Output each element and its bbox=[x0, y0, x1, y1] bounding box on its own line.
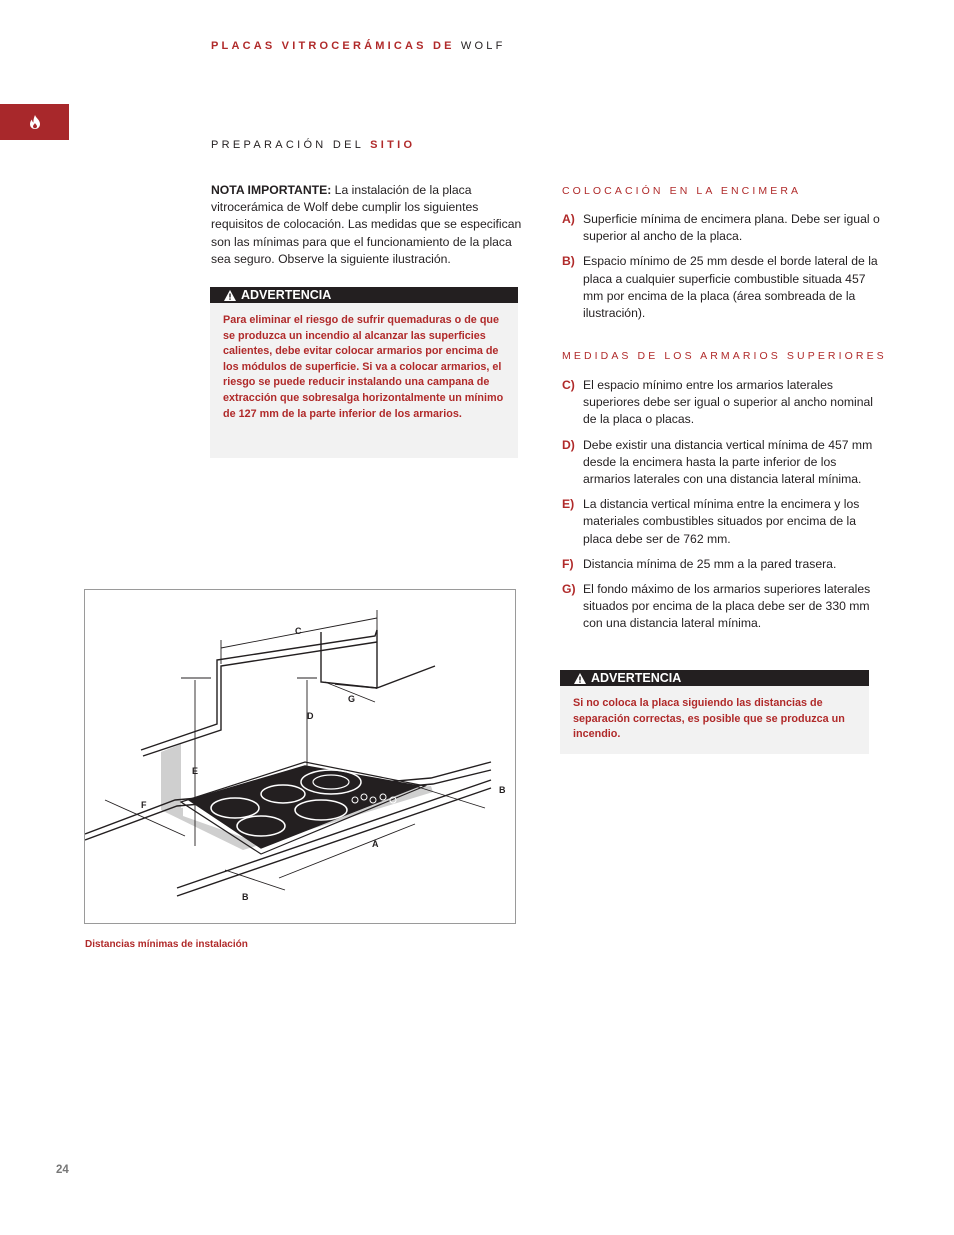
countertop-heading: COLOCACIÓN EN LA ENCIMERA bbox=[562, 185, 802, 197]
backsplash-line-2 bbox=[143, 642, 377, 756]
item-text: Superficie mínima de encimera plana. Debe ser igual o superior al ancho de la placa. bbox=[583, 212, 880, 244]
list-item bbox=[562, 253, 882, 322]
warning-box-clearance bbox=[560, 670, 869, 754]
header-title: PLACAS VITROCERÁMICAS DE bbox=[211, 40, 455, 52]
item-text: Distancia mínima de 25 mm a la pared trasera. bbox=[583, 556, 837, 571]
item-text: El espacio mínimo entre los armarios laterales superiores debe ser igual o superior al ancho nominal de la placa o placas. bbox=[583, 378, 873, 427]
figure-caption: Distancias mínimas de instalación bbox=[85, 939, 248, 950]
list-item bbox=[562, 496, 882, 548]
item-text: Espacio mínimo de 25 mm desde el borde lateral de la placa a cualquier superficie combustible situada 457 mm por encima de la placa (área sombreada de la ilustración). bbox=[583, 254, 878, 321]
label-e: E bbox=[192, 766, 199, 776]
item-text: Debe existir una distancia vertical mínima de 457 mm desde la encimera hasta la parte inferior de los armarios laterales con una distancia lateral mínima. bbox=[583, 437, 873, 487]
intro-lead: NOTA IMPORTANTE: bbox=[211, 183, 332, 197]
item-letter: G) bbox=[562, 582, 576, 597]
upper-cabinet-right bbox=[377, 630, 435, 688]
page-number: 24 bbox=[56, 1164, 69, 1176]
item-letter: F) bbox=[562, 556, 574, 571]
label-b-front: B bbox=[242, 892, 249, 902]
warning-text: Si no coloca la placa siguiendo las distancias de separación correctas, es posible que se produzca un incendio. bbox=[573, 697, 845, 741]
warning-text: Para eliminar el riesgo de sufrir quemaduras o de que se produzca un incendio al alcanzar las superficies calientes, debe evitar colocar armarios por encima de los módulos de superficie. Si va a colocar armarios, el riesgo se puede reducir instalando una campana de extracción que sobresalga horizontalmente un mínimo de 127 mm de la parte inferior de los armarios. bbox=[223, 314, 504, 420]
warning-triangle-icon bbox=[574, 673, 586, 684]
label-c: C bbox=[295, 626, 302, 636]
running-header bbox=[211, 40, 506, 52]
item-letter: D) bbox=[562, 437, 575, 452]
cabinets-heading: MEDIDAS DE LOS ARMARIOS SUPERIORES bbox=[562, 350, 887, 362]
list-item bbox=[562, 211, 882, 245]
section-title bbox=[211, 139, 415, 151]
installation-drawing bbox=[85, 590, 515, 923]
intro-paragraph bbox=[211, 182, 531, 268]
list-item bbox=[562, 556, 882, 573]
list-item bbox=[562, 377, 882, 429]
list-item bbox=[562, 437, 882, 489]
warning-label: ADVERTENCIA bbox=[241, 288, 332, 302]
dim-b-front bbox=[225, 870, 285, 890]
warning-bar bbox=[560, 670, 869, 686]
item-letter: C) bbox=[562, 378, 575, 392]
label-d: D bbox=[307, 711, 314, 721]
installation-diagram bbox=[84, 589, 516, 924]
list-item bbox=[562, 581, 882, 633]
item-text: El fondo máximo de los armarios superiores laterales situados por encima de la placa debe ser de 330 mm con una distancia lateral mínima. bbox=[583, 582, 871, 631]
warning-triangle-icon bbox=[224, 290, 236, 301]
warning-bar bbox=[210, 287, 518, 303]
label-g: G bbox=[348, 694, 356, 704]
section-title-light: PREPARACIÓN DEL bbox=[211, 139, 364, 151]
item-letter: E) bbox=[562, 497, 575, 512]
label-b-right: B bbox=[499, 785, 506, 795]
label-a: A bbox=[372, 839, 379, 849]
header-brand: WOLF bbox=[460, 40, 506, 52]
intro-text: La instalación de la placa vitrocerámica de Wolf debe cumplir los siguientes requisitos de colocación. Las medidas que se especifican son las mínimas para que el funcionamiento de la placa sea seguro. Observe la siguiente ilustración. bbox=[211, 183, 522, 266]
dim-b-right bbox=[415, 786, 485, 808]
item-text: La distancia vertical mínima entre la encimera y los materiales combustibles situados por encima de la placa debe ser de 762 mm. bbox=[583, 497, 860, 546]
warning-box-fire bbox=[210, 287, 518, 458]
cabinets-section bbox=[562, 350, 887, 633]
warning-label: ADVERTENCIA bbox=[591, 671, 682, 685]
label-f: F bbox=[141, 800, 147, 810]
section-title-bold: SITIO bbox=[370, 139, 416, 151]
item-letter: B) bbox=[562, 254, 575, 269]
flame-icon bbox=[29, 115, 41, 129]
item-letter: A) bbox=[562, 212, 575, 226]
section-tab bbox=[0, 104, 69, 140]
countertop-section bbox=[562, 185, 882, 322]
